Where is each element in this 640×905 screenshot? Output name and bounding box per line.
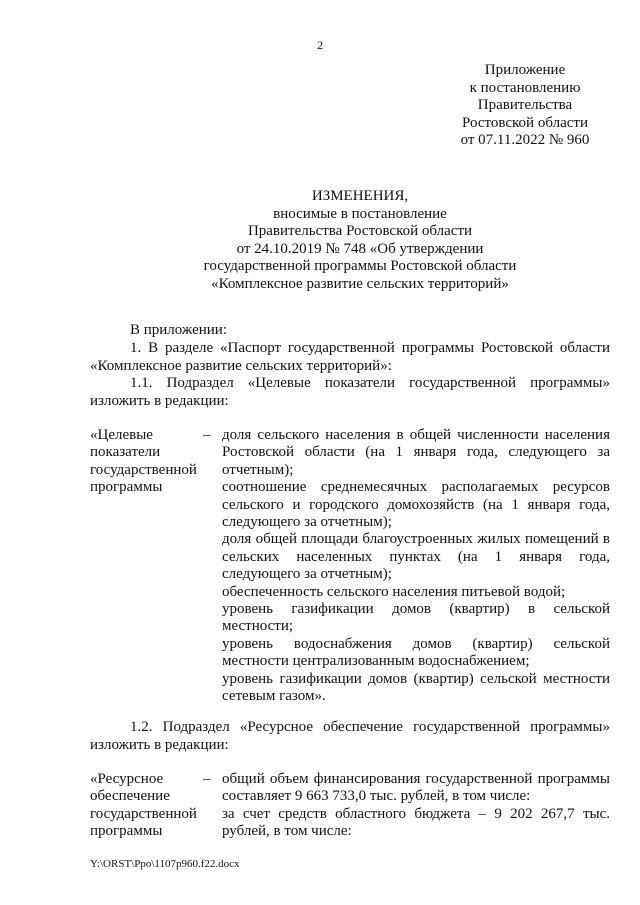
title-line: ИЗМЕНЕНИЯ, (311, 188, 409, 204)
targets-list (222, 427, 610, 706)
title-line: государственной программы Ростовской области (203, 258, 517, 275)
appendix-line: Ростовской области (462, 114, 588, 131)
file-path-footer: Y:\ORST\Ppo\1107p960.f22.docx (90, 858, 240, 870)
targets-label-line: «Целевые (90, 427, 153, 443)
resources-dash: – (203, 771, 211, 787)
target-item: соотношение среднемесячных располагаемых ресурсов сельского и городского домохозяйств (на 1 января года, следующего за отчетным); (222, 479, 610, 531)
target-item: уровень газификации домов (квартир) сельской местности сетевым газом». (222, 670, 610, 705)
item-1-2-block (90, 719, 610, 755)
appendix-line: к постановлению (469, 79, 581, 96)
appendix-line: Правительства (477, 97, 573, 113)
item-1-paragraph: 1. В разделе «Паспорт государственной программы Ростовской области «Комплексное развитие сельских территорий»: (90, 339, 610, 374)
appendix-line: от 07.11.2022 № 960 (460, 132, 590, 148)
resources-label-line: государственной (90, 805, 197, 822)
title-line: от 24.10.2019 № 748 «Об утверждении (236, 240, 484, 257)
resources-label-line: «Ресурсное (90, 771, 164, 787)
title-line: Правительства Ростовской области (247, 223, 473, 240)
title-line: вносимые в постановление (273, 205, 447, 222)
item-1-2-paragraph: 1.2. Подраздел «Ресурсное обеспечение государственной программы» изложить в редакции: (90, 719, 610, 753)
target-item: уровень водоснабжения домов (квартир) сельской местности централизованным водоснабжением; (222, 635, 610, 670)
appendix-line: Приложение (484, 62, 566, 78)
resources-label (90, 771, 200, 841)
body-intro-block (90, 322, 610, 411)
page-number: 2 (317, 38, 323, 52)
title-line: «Комплексное развитие сельских территорий» (211, 275, 509, 292)
resource-item: общий объем финансирования государственной программы составляет 9 663 733,0 тыс. рублей, в том числе: (222, 771, 610, 805)
targets-label-line: государственной (90, 461, 197, 478)
resources-label-line: программы (90, 823, 163, 840)
resource-item: за счет средств областного бюджета – 9 202 267,7 тыс. рублей, в том числе: (222, 805, 610, 840)
appendix-header (420, 62, 630, 150)
target-item: доля сельского населения в общей численности населения Ростовской области (на 1 января года, следующего за отчетным); (222, 427, 610, 478)
target-item: уровень газификации домов (квартир) в сельской местности; (222, 601, 610, 635)
item-1-1-paragraph: 1.1. Подраздел «Целевые показатели государственной программы» изложить в редакции: (90, 375, 610, 410)
targets-label-line: показатели (90, 444, 161, 461)
resources-label-line: обеспечение (90, 788, 170, 805)
targets-label-line: программы (90, 479, 163, 496)
targets-dash: – (203, 427, 211, 443)
resources-list (222, 771, 610, 841)
targets-label (90, 427, 200, 497)
intro-paragraph: В приложении: (130, 322, 227, 338)
target-item: доля общей площади благоустроенных жилых помещений в сельских населенных пунктах (на 1 января года, следующего за отчетным); (222, 531, 610, 583)
document-title (80, 188, 640, 294)
target-item: обеспеченность сельского населения питьевой водой; (222, 583, 566, 600)
